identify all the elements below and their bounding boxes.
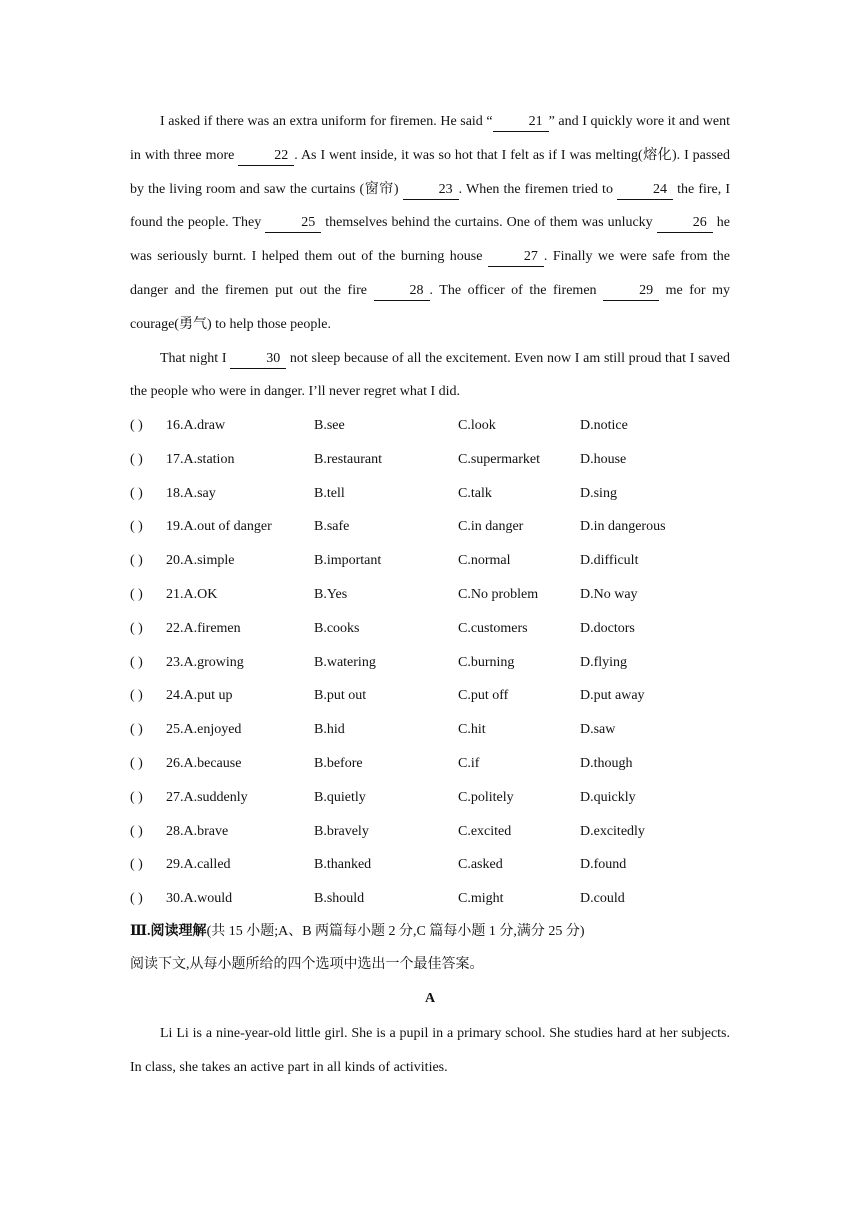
option-d: D.sing (580, 485, 617, 501)
option-b: B.before (314, 755, 363, 771)
option-b: B.cooks (314, 620, 360, 636)
blank-22: 22 (238, 147, 294, 166)
answer-blank: ( ) (130, 553, 143, 569)
option-c: C.asked (458, 857, 503, 873)
option-a: 18.A.say (166, 485, 216, 501)
text-run: . As I went inside, it was so hot that I felt as if I was melting(熔化). I passed by the living room and saw the curtains (窗帘) (130, 147, 730, 197)
option-a: 17.A.station (166, 451, 235, 467)
option-a: 19.A.out of danger (166, 519, 272, 535)
blank-26: 26 (657, 214, 713, 233)
option-b: B.quietly (314, 789, 366, 805)
option-b: B.Yes (314, 586, 348, 602)
question-row (130, 544, 750, 578)
blank-21: 21 (493, 113, 549, 132)
answer-blank: ( ) (130, 586, 143, 602)
option-c: C.supermarket (458, 451, 541, 467)
blank-24: 24 (617, 181, 673, 200)
text-run: the fire, I found the people. They (130, 181, 730, 231)
reading-paragraph-1: Li Li is a nine-year-old little girl. She is a pupil in a primary school. She studies hard at her subjects. In class, she takes an active part in all kinds of activities. (130, 1026, 730, 1075)
answer-blank: ( ) (130, 418, 143, 433)
option-b: B.bravely (314, 823, 369, 839)
option-c: C.if (458, 755, 480, 771)
answer-blank: ( ) (130, 755, 143, 771)
answer-blank: ( ) (130, 519, 143, 535)
blank-23: 23 (403, 181, 459, 200)
option-c: C.look (458, 418, 496, 433)
answer-blank: ( ) (130, 451, 143, 467)
option-b: B.see (314, 418, 345, 433)
option-a: 28.A.brave (166, 823, 229, 839)
option-d: D.No way (580, 586, 638, 602)
option-d: D.saw (580, 722, 616, 738)
option-c: C.politely (458, 789, 514, 805)
option-c: C.No problem (458, 586, 539, 602)
option-b: B.watering (314, 654, 376, 670)
blank-25: 25 (265, 214, 321, 233)
option-a: 30.A.would (166, 891, 233, 907)
text-run: . The officer of the firemen (429, 282, 604, 298)
option-a: 21.A.OK (166, 586, 218, 602)
option-c: C.hit (458, 722, 486, 738)
section-title-bold: Ⅲ.阅读理解 (130, 924, 207, 939)
option-c: C.normal (458, 553, 511, 569)
option-a: 16.A.draw (166, 418, 226, 433)
option-b: B.thanked (314, 857, 372, 873)
option-c: C.burning (458, 654, 515, 670)
option-b: B.important (314, 553, 382, 569)
question-row (130, 612, 750, 646)
option-d: D.notice (580, 418, 628, 433)
blank-29: 29 (603, 282, 659, 301)
question-list (130, 409, 750, 916)
option-b: B.hid (314, 722, 345, 738)
option-c: C.put off (458, 688, 509, 704)
option-d: D.could (580, 891, 625, 907)
option-d: D.though (580, 755, 633, 771)
answer-blank: ( ) (130, 789, 143, 805)
option-d: D.house (580, 451, 627, 467)
answer-blank: ( ) (130, 722, 143, 738)
blank-28: 28 (374, 282, 430, 301)
option-c: C.customers (458, 620, 528, 636)
option-d: D.difficult (580, 553, 639, 569)
option-c: C.excited (458, 823, 512, 839)
option-a: 22.A.firemen (166, 620, 241, 636)
question-row (130, 443, 750, 477)
cloze-passage (130, 105, 730, 409)
blank-30: 30 (230, 350, 286, 369)
question-row (130, 747, 750, 781)
question-row (130, 781, 750, 815)
text-run: themselves behind the curtains. One of them was unlucky (321, 215, 657, 231)
question-row (130, 510, 750, 544)
option-c: C.talk (458, 485, 492, 501)
answer-blank: ( ) (130, 688, 143, 704)
answer-blank: ( ) (130, 620, 143, 636)
option-d: D.doctors (580, 620, 635, 636)
option-a: 26.A.because (166, 755, 242, 771)
answer-blank: ( ) (130, 485, 143, 501)
answer-blank: ( ) (130, 891, 143, 907)
option-b: B.tell (314, 485, 345, 501)
question-row (130, 882, 750, 916)
option-d: D.flying (580, 654, 628, 670)
option-a: 25.A.enjoyed (166, 722, 242, 738)
option-b: B.should (314, 891, 365, 907)
section-title-detail: (共 15 小题;A、B 两篇每小题 2 分,C 篇每小题 1 分,满分 25 分) (206, 924, 585, 939)
text-run: not sleep because of all the excitement. Even now I am still proud that I saved the people who were in danger. I’ll never regret what I did. (130, 350, 730, 400)
option-b: B.put out (314, 688, 367, 704)
option-a: 23.A.growing (166, 654, 244, 670)
blank-27: 27 (488, 248, 544, 267)
section-title (130, 920, 730, 944)
section-instruction: 阅读下文,从每小题所给的四个选项中选出一个最佳答案。 (130, 957, 484, 972)
option-a: 24.A.put up (166, 688, 233, 704)
answer-blank: ( ) (130, 823, 143, 839)
question-row (130, 646, 750, 680)
cloze-paragraph-1 (130, 105, 730, 342)
option-d: D.put away (580, 688, 645, 704)
option-b: B.safe (314, 519, 350, 535)
cloze-paragraph-2 (130, 342, 730, 410)
question-row (130, 578, 750, 612)
passage-letter: A (424, 991, 436, 1006)
answer-blank: ( ) (130, 857, 143, 873)
option-d: D.excitedly (580, 823, 645, 839)
option-d: D.quickly (580, 789, 636, 805)
text-run: ” and I quickly wore it and went in with three more (130, 114, 731, 163)
option-a: 20.A.simple (166, 553, 235, 569)
text-run: I asked if there was an extra uniform for firemen. He said “ (160, 114, 493, 129)
option-d: D.found (580, 857, 627, 873)
question-row (130, 848, 750, 882)
option-a: 27.A.suddenly (166, 789, 248, 805)
question-row (130, 409, 750, 443)
question-row (130, 679, 750, 713)
option-c: C.in danger (458, 519, 524, 535)
reading-passage-a (130, 1017, 730, 1085)
option-c: C.might (458, 891, 504, 907)
text-run: . When the firemen tried to (458, 181, 618, 197)
question-row (130, 477, 750, 511)
text-run: me for my courage(勇气) to help those people. (130, 282, 730, 332)
option-a: 29.A.called (166, 857, 231, 873)
question-row (130, 815, 750, 849)
question-row (130, 713, 750, 747)
answer-blank: ( ) (130, 654, 143, 670)
option-d: D.in dangerous (580, 519, 666, 535)
text-run: . Finally we were safe from the danger and the firemen put out the fire (130, 249, 730, 298)
text-run: That night I (160, 350, 231, 366)
option-b: B.restaurant (314, 451, 383, 467)
text-run: he was seriously burnt. I helped them out of the burning house (130, 215, 730, 265)
